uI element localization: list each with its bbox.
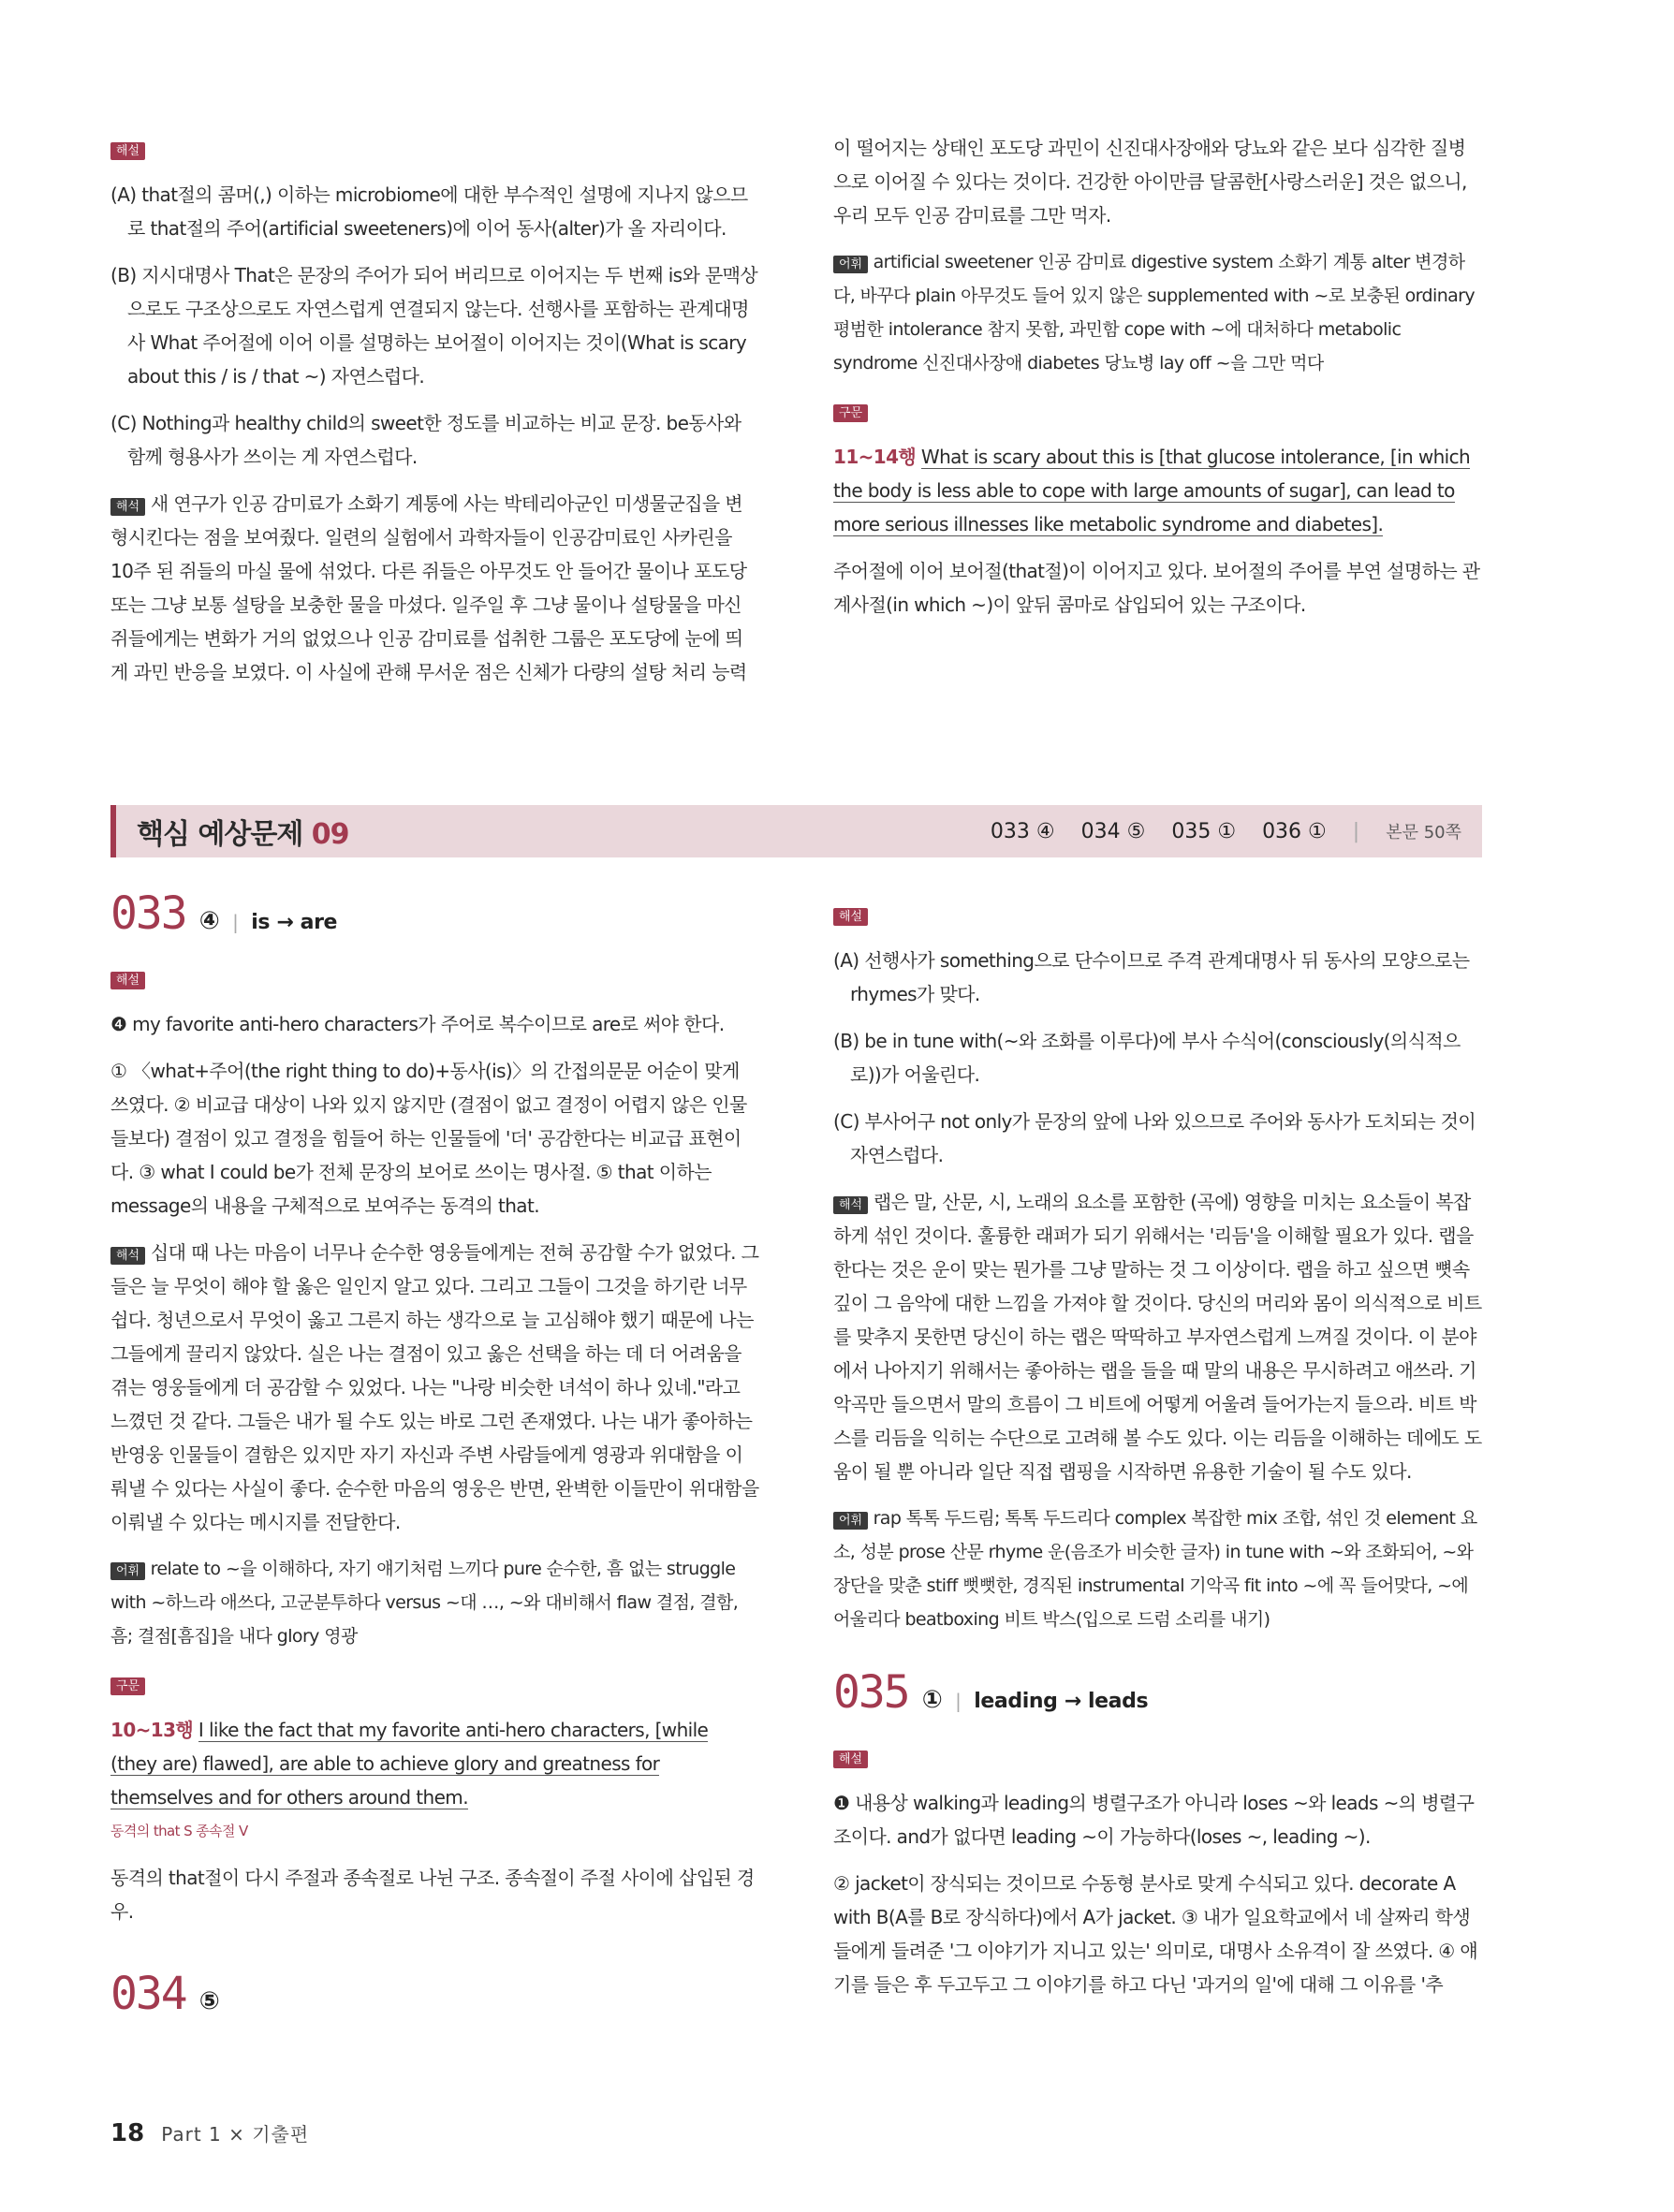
vocab-tag: 어휘	[833, 256, 868, 273]
vocab-text: relate to ~을 이해하다, 자기 얘기처럼 느끼다 pure 순수한, 흠 없는 struggle with ~하느라 애쓰다, 고군분투하다 versus ~대 …, ~와 대비해서 flaw 결점, 결함, 흠; 결점[흠집]을 내다 glory 영광	[110, 1559, 739, 1647]
section-banner	[110, 805, 1482, 857]
divider: |	[955, 1690, 962, 1712]
vocab-block	[110, 1552, 759, 1653]
question-correction: is → are	[251, 911, 338, 934]
structure-block	[110, 1713, 759, 1848]
divider: |	[232, 911, 239, 933]
question-answer: ①	[921, 1686, 943, 1714]
explanation-other: ② jacket이 장식되는 것이므로 수동형 분사로 맞게 수식되고 있다. decorate A with B(A를 B로 장식하다)에서 A가 jacket. ③ 내가 일요학교에서 네 살짜리 학생들에게 들려준 '그 이야기가 지니고 있는' 의미로, 대명사 소유격이 잘 쓰였다. ④ 얘기를 들은 후 두고두고 그 이야기를 하고 다닌 '과거의 일'에 대해 그 이유를 '추	[833, 1872, 1478, 1996]
structure-line-ref: 10~13행	[110, 1719, 194, 1741]
vocab-tag: 어휘	[110, 1562, 145, 1580]
banner-title	[137, 811, 349, 852]
answer-key-item: 036 ①	[1262, 819, 1327, 843]
explanation-tag: 해설	[833, 908, 868, 926]
structure-note: 주어절에 이어 보어절(that절)이 이어지고 있다. 보어절의 주어를 부연 설명하는 관계사절(in which ~)이 앞뒤 콤마로 삽입되어 있는 구조이다.	[833, 560, 1480, 616]
structure-tag: 구문	[110, 1677, 145, 1695]
translation-tag: 해석	[110, 498, 145, 516]
explanation-item: (C) 부사어구 not only가 문장의 앞에 나와 있으므로 주어와 동사가 도치되는 것이 자연스럽다.	[833, 1110, 1476, 1166]
answer-key-item: 035 ①	[1171, 819, 1237, 843]
right-top-column	[833, 131, 1482, 635]
question-number: 034	[110, 1968, 186, 2020]
explanation-tag: 해설	[110, 142, 145, 160]
explanation-item: (B) 지시대명사 That은 문장의 주어가 되어 버리므로 이어지는 두 번째 is와 문맥상으로도 구조상으로도 자연스럽게 연결되지 않는다. 선행사를 포함하는 관계대명사 What 주어절에 이어 이를 설명하는 보어절이 이어지는 것이(What is scary about this / is / that ~) 자연스럽다.	[110, 264, 758, 388]
vocab-text: artificial sweetener 인공 감미료 digestive system 소화기 계통 alter 변경하다, 바꾸다 plain 아무것도 들어 있지 않은 supplemented with ~로 보충된 ordinary 평범한 intolerance 참지 못함, 과민함 cope with ~에 대처하다 metabolic syndrome 신진대사장애 diabetes 당뇨병 lay off ~을 그만 먹다	[833, 252, 1476, 374]
structure-line-ref: 11~14행	[833, 446, 917, 468]
structure-labels: 동격의 that S 종속절 V	[110, 1823, 248, 1839]
translation-tag: 해석	[110, 1247, 145, 1265]
page-footer	[110, 2119, 309, 2147]
question-number: 035	[833, 1666, 909, 1719]
banner-title-number: 09	[311, 818, 349, 851]
question-header	[110, 1966, 759, 2022]
translation-tag: 해석	[833, 1196, 868, 1214]
question-header	[110, 886, 759, 942]
translation-block	[110, 1236, 759, 1539]
explanation-item: (B) be in tune with(~와 조화를 이루다)에 부사 수식어(consciously(의식적으로))가 어울린다.	[833, 1030, 1461, 1086]
structure-sentence: I like the fact that my favorite anti-hero characters, [while (they are) flawed], are able to achieve glory and greatness for themselves and for others around them.	[110, 1719, 709, 1809]
structure-note: 동격의 that절이 다시 주절과 종속절로 나뉜 구조. 종속절이 주절 사이에 삽입된 경우.	[110, 1867, 755, 1923]
structure-tag: 구문	[833, 404, 868, 422]
answer-key-item: 034 ⑤	[1080, 819, 1146, 843]
translation-text: 십대 때 나는 마음이 너무나 순수한 영웅들에게는 전혀 공감할 수가 없었다. 그들은 늘 무엇이 해야 할 옳은 일인지 알고 있다. 그리고 그들이 그것을 하기란 너무 쉽다. 청년으로서 무엇이 옳고 그른지 하는 생각으로 늘 고심해야 했기 때문에 나는 그들에게 끌리지 않았다. 실은 나는 결점이 있고 옳은 선택을 하는 데 더 어려움을 겪는 영웅들에게 더 공감할 수 있었다. 나는 "나랑 비슷한 녀석이 하나 있네."라고 느꼈던 것 같다. 그들은 내가 될 수도 있는 바로 그런 존재였다. 나는 내가 좋아하는 반영웅 인물들이 결함은 있지만 자기 자신과 주변 사람들에게 영광과 위대함을 이뤄낼 수 있다는 사실이 좋다. 순수한 마음의 영웅은 반면, 완벽한 이들만이 위대함을 이뤄낼 수 있다는 메시지를 전달한다.	[110, 1241, 759, 1533]
left-top-column	[110, 131, 759, 702]
translation-continued: 이 떨어지는 상태인 포도당 과민이 신진대사장애와 당뇨와 같은 보다 심각한 질병으로 이어질 수 있다는 것이다. 건강한 아이만큼 달콤한[사랑스러운] 것은 없으니, 우리 모두 인공 감미료를 그만 먹자.	[833, 137, 1467, 227]
question-number: 033	[110, 887, 186, 940]
page-reference: 본문 50쪽	[1386, 823, 1461, 842]
explanation-item: (A) 선행사가 something으로 단수이므로 주격 관계대명사 뒤 동사의 모양으로는 rhymes가 맞다.	[833, 949, 1470, 1005]
question-answer: ⑤	[198, 1987, 220, 2015]
translation-block	[110, 487, 759, 689]
vocab-tag: 어휘	[833, 1512, 868, 1530]
explanation-main: ❶ 내용상 walking과 leading의 병렬구조가 아니라 loses ~와 leads ~의 병렬구조이다. and가 없다면 leading ~이 가능하다(loses ~, leading ~).	[833, 1792, 1475, 1848]
explanation-main: ❹ my favorite anti-hero characters가 주어로 복수이므로 are로 써야 한다.	[110, 1013, 725, 1035]
vocab-block	[833, 245, 1482, 380]
page-number: 18	[110, 2119, 145, 2147]
explanation-other: ① 〈what+주어(the right thing to do)+동사(is)〉의 간접의문문 어순이 맞게 쓰였다. ② 비교급 대상이 나와 있지 않지만 (결점이 없고 결정이 어렵지 않은 인물들보다) 결점이 있고 결정을 힘들어 하는 인물들에 '더' 공감한다는 비교급 표현이다. ③ what I could be가 전체 문장의 보어로 쓰이는 명사절. ⑤ that 이하는 message의 내용을 구체적으로 보여주는 동격의 that.	[110, 1060, 747, 1217]
right-bottom-column	[833, 897, 1482, 2014]
vocab-block	[833, 1502, 1482, 1636]
question-header	[833, 1664, 1482, 1721]
explanation-item: (A) that절의 콤머(,) 이하는 microbiome에 대한 부수적인 설명에 지나지 않으므로 that절의 주어(artificial sweeteners)에 이어 동사(alter)가 올 자리이다.	[110, 183, 748, 240]
part-label: Part 1 × 기출편	[161, 2123, 310, 2146]
explanation-tag: 해설	[110, 972, 145, 989]
translation-text: 랩은 말, 산문, 시, 노래의 요소를 포함한 (곡에) 영향을 미치는 요소들이 복잡하게 섞인 것이다. 훌륭한 래퍼가 되기 위해서는 '리듬'을 이해할 필요가 있다. 랩을 한다는 것은 운이 맞는 뭔가를 그냥 말하는 것 그 이상이다. 랩을 하고 싶으면 뼛속 깊이 그 음악에 대한 느낌을 가져야 할 것이다. 당신의 머리와 몸이 의식적으로 비트를 맞추지 못한면 당신이 하는 랩은 딱딱하고 부자연스럽게 느껴질 것이다. 이 분야에서 나아지기 위해서는 좋아하는 랩을 들을 때 말의 내용은 무시하려고 애쓰라. 기악곡만 들으면서 말의 흐름이 그 비트에 어떻게 어울려 들어가는지 들으라. 비트 박스를 리듬을 익히는 수단으로 고려해 볼 수도 있다. 이는 리듬을 이해하는 데에도 도움이 될 뿐 아니라 일단 직접 랩핑을 시작하면 유용한 기술이 될 수도 있다.	[833, 1191, 1482, 1483]
answer-key	[991, 819, 1461, 843]
structure-block	[833, 440, 1482, 541]
question-answer: ④	[198, 907, 220, 935]
question-correction: leading → leads	[974, 1690, 1149, 1713]
structure-sentence: What is scary about this is [that glucose intolerance, [in which the body is less able to cope with large amounts of sugar], can lead to more serious illnesses like metabolic syndrome and diabetes].	[833, 446, 1471, 535]
translation-text: 새 연구가 인공 감미료가 소화기 계통에 사는 박테리아군인 미생물군집을 변형시킨다는 점을 보여줬다. 일련의 실험에서 과학자들이 인공감미료인 사카린을 10주 된 쥐들의 마실 물에 섞었다. 다른 쥐들은 아무것도 안 들어간 물이나 포도당 또는 그냥 보통 설탕을 보충한 물을 마셨다. 일주일 후 그냥 물이나 설탕물을 마신 쥐들에게는 변화가 거의 없었으나 인공 감미료를 섭취한 그룹은 포도당에 눈에 띄게 과민 반응을 보였다. 이 사실에 관해 무서운 점은 신체가 다량의 설탕 처리 능력	[110, 492, 747, 683]
answer-key-item: 033 ④	[990, 819, 1055, 843]
divider: |	[1352, 819, 1360, 843]
translation-block	[833, 1185, 1482, 1488]
left-bottom-column	[110, 886, 759, 2041]
banner-title-text: 핵심 예상문제	[137, 818, 303, 851]
vocab-text: rap 톡톡 두드림; 톡톡 두드리다 complex 복잡한 mix 조합, 섞인 것 element 요소, 성분 prose 산문 rhyme 운(음조가 비슷한 글자) in tune with ~와 조화되어, ~와 장단을 맞춘 stiff 뻣뻣한, 경직된 instrumental 기악곡 fit into ~에 꼭 들어맞다, ~에 어울리다 beatboxing 비트 박스(입으로 드럼 소리를 내기)	[833, 1508, 1477, 1630]
explanation-tag: 해설	[833, 1751, 868, 1768]
explanation-item: (C) Nothing과 healthy child의 sweet한 정도를 비교하는 비교 문장. be동사와 함께 형용사가 쓰이는 게 자연스럽다.	[110, 412, 742, 468]
